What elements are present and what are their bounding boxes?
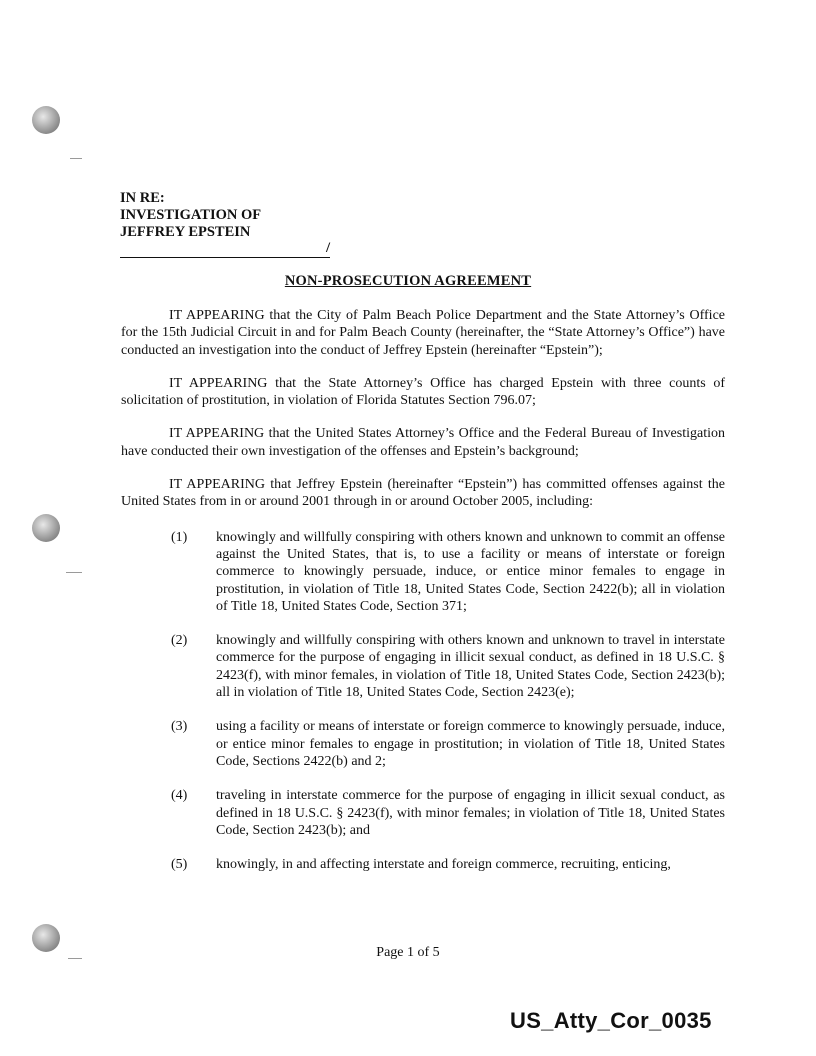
offense-item-text: traveling in interstate commerce for the purpose of engaging in illicit sexual conduct, as defined in 18 U.S.C. § 2423(f), with minor females; in violation of Title 18, United States Code, Section 2423(b); and: [216, 788, 725, 838]
punch-hole-top: [32, 106, 60, 134]
offense-item: [121, 787, 725, 839]
offense-item-number: (3): [171, 719, 188, 735]
recital-paragraph: IT APPEARING that the State Attorney’s Office has charged Epstein with three counts of solicitation of prostitution, in violation of Florida Statutes Section 796.07;: [121, 375, 725, 409]
case-caption: [120, 190, 261, 241]
offense-item-text: knowingly, in and affecting interstate and foreign commerce, recruiting, enticing,: [216, 857, 671, 873]
caption-line: INVESTIGATION OF: [120, 207, 262, 223]
offense-item-text: knowingly and willfully conspiring with others known and unknown to commit an offense against the United States, that is, to use a facility or means of interstate or foreign commerce to knowingly persuade, induce, or entice minor females to engage in prostitution, in violation of Title 18, United States Code, Section 2422(b); all in violation of Title 18, United States Code, Section 371;: [216, 529, 725, 614]
offense-item-text: using a facility or means of interstate or foreign commerce to knowingly persuade, induce, or entice minor females to engage in prostitution; in violation of Title 18, United States Code, Sections 2422(b) and 2;: [216, 719, 725, 769]
caption-line: JEFFREY EPSTEIN: [120, 224, 251, 240]
document-title: NON-PROSECUTION AGREEMENT: [284, 273, 532, 289]
offense-item: [121, 632, 725, 701]
recital-paragraph: IT APPEARING that the City of Palm Beach Police Department and the State Attorney’s Office for the 15th Judicial Circuit in and for Palm Beach County (hereinafter, the “State Attorney’s Office”) have conducted an investigation into the conduct of Jeffrey Epstein (hereinafter “Epstein”);: [121, 308, 725, 358]
offense-item-number: (4): [171, 788, 188, 804]
recital-paragraph: IT APPEARING that the United States Attorney’s Office and the Federal Bureau of Investigation have conducted their own investigation of the offenses and Epstein’s background;: [121, 426, 725, 459]
punch-hole-middle: [32, 514, 60, 542]
scan-mark: [70, 158, 82, 159]
scan-mark: [66, 572, 82, 573]
recital-paragraph: IT APPEARING that Jeffrey Epstein (hereinafter “Epstein”) has committed offenses against the United States from in or around 2001 through in or around October 2005, including:: [121, 477, 725, 510]
offense-item: [121, 718, 725, 770]
offense-item-number: (2): [171, 633, 188, 649]
page-number: Page 1 of 5: [376, 945, 440, 960]
caption-rule: [120, 257, 330, 258]
offense-item-text: knowingly and willfully conspiring with others known and unknown to travel in interstate commerce for the purpose of engaging in illicit sexual conduct, as defined in 18 U.S.C. § 2423(f), with minor females, in violation of Title 18, United States Code, Section 2423(b); all in violation of Title 18, United States Code, Section 2423(e);: [216, 633, 725, 701]
offense-item: [121, 856, 725, 873]
offense-item: [121, 529, 725, 615]
offense-item-number: (1): [171, 529, 188, 545]
caption-slash: /: [326, 240, 331, 256]
caption-line: IN RE:: [120, 190, 165, 206]
document-body: [121, 307, 725, 890]
bates-stamp: US_Atty_Cor_0035: [510, 1008, 712, 1033]
offense-item-number: (5): [171, 857, 188, 873]
